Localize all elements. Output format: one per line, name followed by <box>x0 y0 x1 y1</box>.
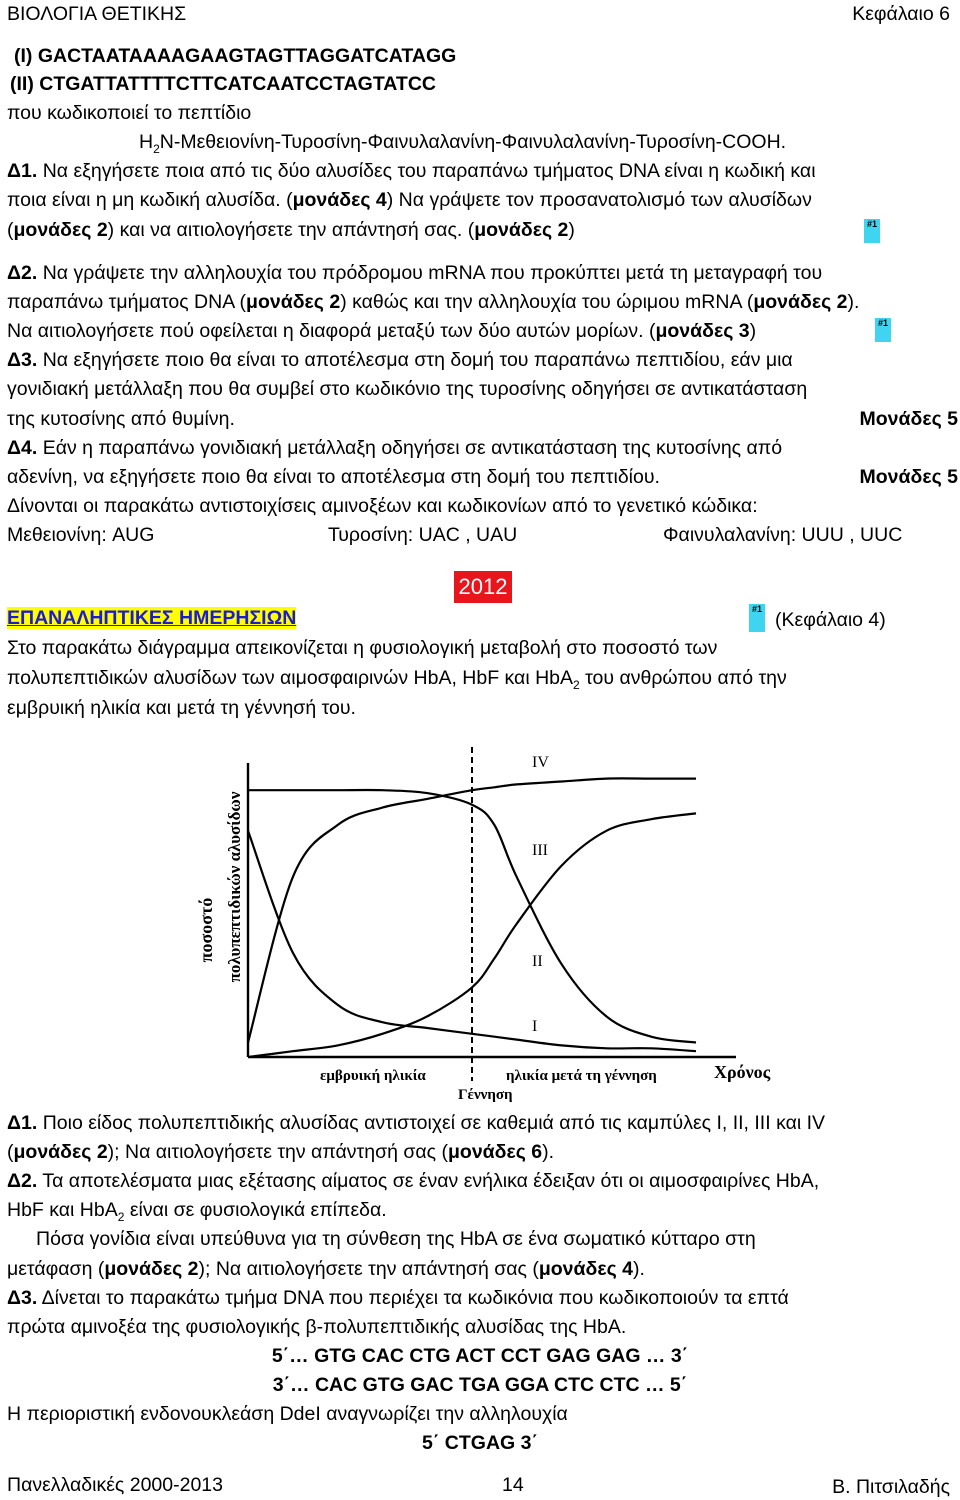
series-label-II: II <box>532 953 543 970</box>
q2-intro-2: πολυπεπτιδικών αλυσίδων των αιμοσφαιρινών HbA, HbF και HbA$_2$ του ανθρώπου από την <box>7 667 787 692</box>
restriction-site: 5΄ CTGAG 3΄ <box>422 1432 538 1454</box>
q1-d1-line2: ποια είναι η μη κωδική αλυσίδα. (μονάδες 4) Να γράψετε τον προσανατολισμό των αλυσίδων <box>7 189 812 211</box>
birth-label: Γέννηση <box>458 1087 513 1103</box>
q1-d1-line3: (μονάδες 2) και να αιτιολογήσετε την απάντησή σας. (μονάδες 2) <box>7 219 575 241</box>
strand-1: (I) GACTAATAAAAGAAGTAGTTAGGATCATAGG <box>14 45 457 67</box>
enzyme-text: Η περιοριστική ενδονουκλεάση DdeI αναγνωρίζει την αλληλουχία <box>7 1403 568 1425</box>
series-curve-II <box>248 813 696 1057</box>
dna-seq-2: 3΄… CAC GTG GAC TGA GGA CTC CTC … 5΄ <box>272 1374 688 1396</box>
footer-page: 14 <box>502 1474 524 1496</box>
q2-d2-line2: HbF και HbA$_2$ είναι σε φυσιολογικά επίπεδα. <box>7 1199 387 1224</box>
q2-d2-line3: Πόσα γονίδια είναι υπεύθυνα για τη σύνθεση της HbA σε ένα σωματικό κύτταρο στη <box>36 1228 756 1250</box>
tag-badge: #1 <box>749 604 765 632</box>
q1-d2-line2: παραπάνω τμήματος DNA (μονάδες 2) καθώς και την αλληλουχία του ώριμου mRNA (μονάδες 2). <box>7 291 860 313</box>
q1-d1-line1: Δ1. Να εξηγήσετε ποια από τις δύο αλυσίδες του παραπάνω τμήματος DNA είναι η κωδική και <box>7 160 816 182</box>
year-badge: 2012 <box>454 571 512 603</box>
chapter-label: (Κεφάλαιο 4) <box>775 609 886 631</box>
q2-d2-line1: Δ2. Τα αποτελέσματα μιας εξέτασης αίματος σε έναν ενήλικα έδειξαν ότι οι αιμοσφαιρίνες HbA, <box>7 1170 820 1192</box>
x-region-embryonic: εμβρυική ηλικία <box>320 1068 426 1084</box>
section-title: ΕΠΑΝΑΛΗΠΤΙΚΕΣ ΗΜΕΡΗΣΙΩΝ <box>7 607 297 629</box>
q1-d4-marks: Μονάδες 5 <box>859 466 958 488</box>
series-label-IV: IV <box>532 754 549 771</box>
peptide-text: $H_2N-M\varepsilon\theta\varepsilon\iota o\nu ί\nu\eta-T\upsilon\rho o\sigma ί\nu\eta-\Phi\alpha\iota\nu\upsilon\lambda\alpha\lambda\alpha\nu ί\nu\eta-\Phi\alpha\iota\nu\upsilon\lambda\alpha\lambda\alpha\nu ί\nu\eta-T\upsilon\rho o\sigma ί\nu\eta$-COOH. <box>139 131 787 156</box>
q2-d3-line1: Δ3. Δίνεται το παρακάτω τμήμα DNA που περιέχει τα κωδικόνια που κωδικοποιούν τα επτά <box>7 1287 789 1309</box>
codon-tyr: Τυροσίνη: UAC , UAU <box>328 524 518 546</box>
q2-d1-line1: Δ1. Ποιο είδος πολυπεπτιδικής αλυσίδας αντιστοιχεί σε καθεμιά από τις καμπύλες I, II, III και IV <box>7 1112 826 1134</box>
series-curve-I <box>248 831 696 1051</box>
header-right: Κεφάλαιο 6 <box>852 3 950 25</box>
series-curve-IV <box>248 778 696 1042</box>
y-axis-label-line1: ποσοστό <box>196 897 216 963</box>
tag-badge: #1 <box>864 219 880 243</box>
footer-right: Β. Πιτσιλαδής <box>832 1476 950 1498</box>
codon-phe: Φαινυλαλανίνη: UUU , UUC <box>663 524 903 546</box>
dna-seq-1: 5΄… GTG CAC CTG ACT CCT GAG GAG … 3΄ <box>271 1345 689 1367</box>
q2-d3-line2: πρώτα αμινοξέα της φυσιολογικής β-πολυπεπτιδικής αλυσίδας της HbA. <box>7 1316 627 1338</box>
tag-badge: #1 <box>875 318 891 342</box>
q2-intro-1: Στο παρακάτω διάγραμμα απεικονίζεται η φυσιολογική μεταβολή στο ποσοστό των <box>7 637 718 659</box>
q1-d3-marks: Μονάδες 5 <box>859 408 958 430</box>
series-curve-III <box>248 790 696 1043</box>
header-left: ΒΙΟΛΟΓΙΑ ΘΕΤΙΚΗΣ <box>7 3 187 25</box>
codon-met: Μεθειονίνη: AUG <box>7 524 155 546</box>
x-region-postnatal: ηλικία μετά τη γέννηση <box>506 1068 657 1084</box>
strand-2: (II) CTGATTATTTTCTTCATCAATCCTAGTATCC <box>10 73 436 95</box>
encodes-text: που κωδικοποιεί το πεπτίδιο <box>7 102 252 124</box>
q1-d3-line2: γονιδιακή μετάλλαξη που θα συμβεί στο κωδικόνιο της τυροσίνης οδηγήσει σε αντικατάσταση <box>7 378 808 400</box>
q1-d4-line2: αδενίνη, να εξηγήσετε ποιο θα είναι το αποτέλεσμα στη δομή του πεπτιδίου. <box>7 466 660 488</box>
series-label-I: I <box>532 1018 538 1035</box>
q2-d2-line4: μετάφαση (μονάδες 2); Να αιτιολογήσετε την απάντησή σας (μονάδες 4). <box>7 1258 645 1280</box>
q1-d4-line1: Δ4. Εάν η παραπάνω γονιδιακή μετάλλαξη οδηγήσει σε αντικατάσταση της κυτοσίνης από <box>7 437 783 459</box>
q1-d2-line1: Δ2. Να γράψετε την αλληλουχία του πρόδρομου mRNA που προκύπτει μετά τη μεταγραφή του <box>7 262 823 284</box>
x-axis-label: Χρόνος <box>714 1062 771 1082</box>
q1-d3-line1: Δ3. Να εξηγήσετε ποιο θα είναι το αποτέλεσμα στη δομή του παραπάνω πεπτιδίου, εάν μια <box>7 349 793 371</box>
series-label-III: III <box>532 842 548 859</box>
given-text: Δίνονται οι παρακάτω αντιστοιχίσεις αμινοξέων και κωδικονίων από το γενετικό κώδικα: <box>7 495 758 517</box>
q1-d2-line3: Να αιτιολογήσετε πού οφείλεται η διαφορά μεταξύ των δύο αυτών μορίων. (μονάδες 3) <box>7 320 757 342</box>
q2-d1-line2: (μονάδες 2); Να αιτιολογήσετε την απάντησή σας (μονάδες 6). <box>7 1141 555 1163</box>
y-axis-label-line2: πολυπεπτιδικών αλυσίδων <box>225 791 244 983</box>
q2-intro-3: εμβρυική ηλικία και μετά τη γέννησή του. <box>7 697 356 719</box>
q1-d3-line3: της κυτοσίνης από θυμίνη. <box>7 408 235 430</box>
footer-left: Πανελλαδικές 2000-2013 <box>7 1474 223 1496</box>
